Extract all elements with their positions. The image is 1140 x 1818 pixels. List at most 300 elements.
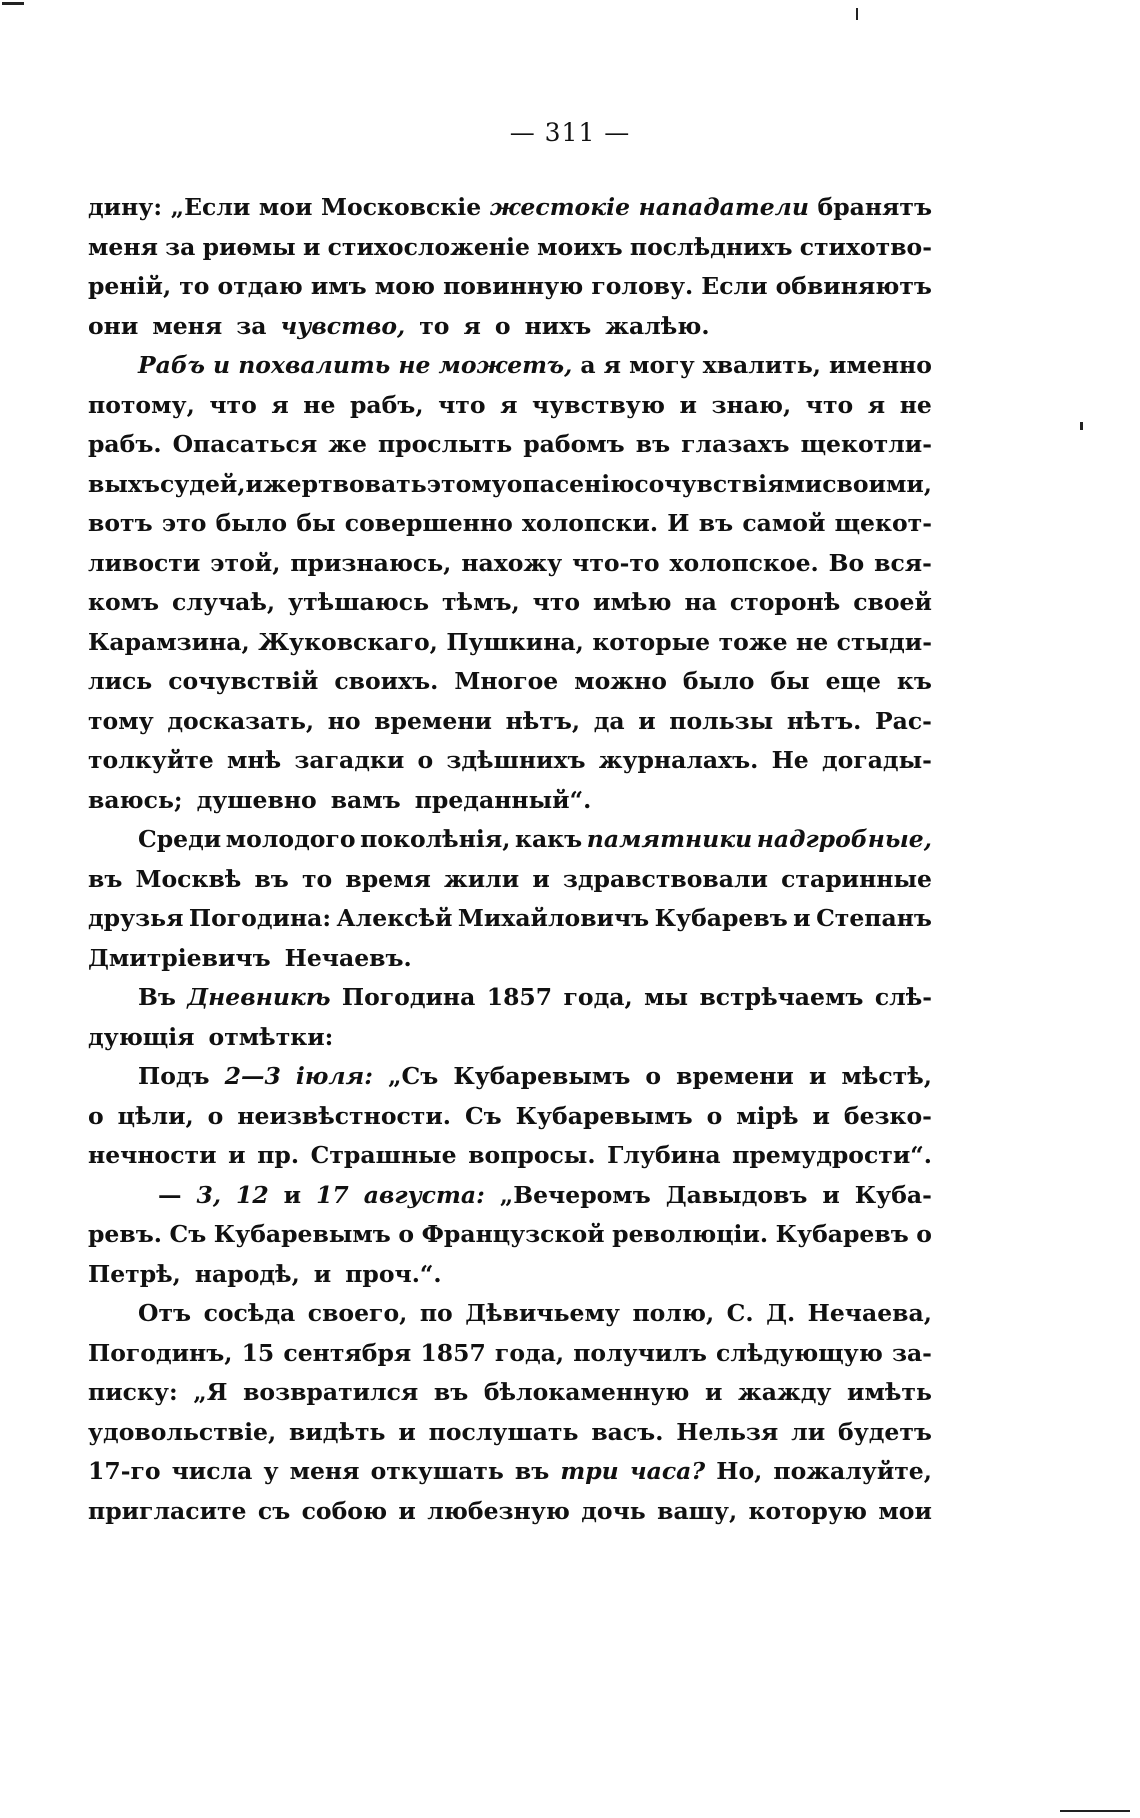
word: и bbox=[812, 1101, 830, 1130]
word: журналахъ. bbox=[598, 746, 759, 774]
scan-speck bbox=[1060, 1810, 1130, 1812]
word: бы bbox=[770, 667, 810, 695]
word: въ bbox=[88, 864, 123, 893]
word: комъ bbox=[88, 588, 160, 616]
word: ваюсь; bbox=[88, 785, 183, 814]
word: за bbox=[236, 311, 267, 340]
word: слѣдующую bbox=[716, 1338, 883, 1367]
word: не bbox=[899, 390, 932, 419]
text-line bbox=[88, 386, 932, 426]
word: Не bbox=[771, 746, 809, 774]
word: мою bbox=[374, 272, 435, 300]
word: же bbox=[328, 430, 367, 458]
word: мы bbox=[644, 983, 689, 1011]
word: да bbox=[593, 706, 625, 735]
text-line bbox=[88, 1057, 932, 1097]
word: „Я bbox=[193, 1378, 228, 1406]
word: дину: bbox=[88, 193, 163, 221]
word: ли bbox=[791, 1417, 826, 1446]
word: Степанъ bbox=[816, 904, 932, 932]
word: холопское. bbox=[669, 548, 819, 577]
text-line bbox=[88, 465, 932, 505]
word: отмѣтки: bbox=[208, 1022, 334, 1051]
word: Погодина: bbox=[188, 904, 332, 932]
word: что bbox=[805, 390, 854, 419]
word: старинные bbox=[781, 864, 932, 893]
word: риѳмы bbox=[202, 232, 296, 261]
word: Московскіе bbox=[321, 193, 482, 221]
word: признаюсь, bbox=[290, 548, 452, 577]
word: что bbox=[532, 588, 581, 616]
word: я bbox=[463, 311, 481, 340]
word: Страшные bbox=[310, 1141, 457, 1169]
word: чувство, bbox=[280, 311, 406, 340]
word: знаю, bbox=[711, 390, 792, 419]
word: о bbox=[417, 746, 434, 774]
text-line bbox=[88, 781, 932, 821]
word: реній, bbox=[88, 272, 172, 300]
word: видѣть bbox=[289, 1417, 386, 1446]
word: откушать bbox=[370, 1457, 504, 1485]
word: хвалить, bbox=[702, 351, 821, 379]
word: и bbox=[532, 864, 550, 893]
word: тому bbox=[88, 706, 154, 735]
word: — bbox=[158, 1180, 182, 1209]
word: часа? bbox=[629, 1457, 706, 1485]
word: Въ bbox=[138, 983, 176, 1011]
word: не bbox=[398, 351, 431, 379]
word: августа: bbox=[363, 1180, 485, 1209]
word: Погодинъ, bbox=[88, 1338, 233, 1367]
word: Д. bbox=[766, 1299, 796, 1327]
text-line bbox=[88, 741, 932, 781]
word: Давыдовъ bbox=[665, 1180, 808, 1209]
word: и bbox=[704, 1378, 723, 1406]
word: можетъ, bbox=[438, 351, 573, 379]
word: и bbox=[398, 1496, 416, 1525]
word: Москвѣ bbox=[135, 864, 242, 893]
word: въ bbox=[254, 864, 289, 893]
text-line bbox=[88, 228, 932, 268]
word: памятники bbox=[586, 825, 753, 853]
word: 12 bbox=[235, 1180, 269, 1209]
word: Пушкина, bbox=[446, 627, 584, 656]
word: можно bbox=[574, 667, 667, 695]
text-line bbox=[88, 1413, 932, 1453]
scan-speck bbox=[1080, 422, 1083, 430]
word: Нельзя bbox=[676, 1417, 779, 1446]
word: пригласите bbox=[88, 1496, 247, 1525]
word: пожалуйте, bbox=[773, 1457, 932, 1485]
word: чувствую bbox=[532, 390, 665, 419]
word: писку: bbox=[88, 1378, 178, 1406]
text-line bbox=[88, 1492, 932, 1532]
text-line bbox=[88, 1176, 932, 1216]
word: то bbox=[419, 311, 450, 340]
word: и bbox=[302, 232, 321, 261]
word: меня bbox=[152, 311, 223, 340]
text-line bbox=[88, 307, 932, 347]
word: 1857 bbox=[486, 983, 553, 1011]
word: революціи. bbox=[612, 1220, 769, 1248]
word: бѣлокаменную bbox=[483, 1378, 690, 1406]
text-line bbox=[88, 1294, 932, 1334]
text-line bbox=[88, 1255, 932, 1295]
word: Съ bbox=[464, 1101, 502, 1130]
word: и bbox=[679, 390, 697, 419]
word: и bbox=[822, 1180, 840, 1209]
word: а bbox=[580, 351, 596, 379]
word: стихосложеніе bbox=[327, 232, 530, 261]
text-line bbox=[88, 1215, 932, 1255]
word: догады- bbox=[821, 746, 932, 774]
word: совершенно bbox=[344, 509, 513, 537]
text-line bbox=[88, 702, 932, 742]
word: бы bbox=[296, 509, 336, 537]
word: здравствовали bbox=[562, 864, 768, 893]
word: Глубина bbox=[607, 1141, 721, 1169]
word: я bbox=[867, 390, 886, 419]
word: Опасаться bbox=[172, 430, 318, 458]
word: и bbox=[313, 1259, 332, 1288]
word: числа bbox=[171, 1457, 253, 1485]
word: поколѣнія, bbox=[360, 825, 511, 853]
word: обвиняютъ bbox=[775, 272, 932, 300]
scan-speck bbox=[856, 8, 858, 20]
word: „Съ bbox=[388, 1062, 439, 1090]
word: дующія bbox=[88, 1022, 195, 1051]
word: имъ bbox=[310, 272, 367, 300]
word: ревъ. bbox=[88, 1220, 162, 1248]
word: я bbox=[271, 390, 289, 419]
word: Но, bbox=[716, 1457, 763, 1485]
word: жестокіе bbox=[489, 193, 631, 221]
word: прослыть bbox=[377, 430, 513, 458]
word: моихъ bbox=[537, 232, 623, 261]
word: времени bbox=[374, 706, 492, 735]
word: которую bbox=[748, 1496, 867, 1525]
word: глазахъ bbox=[681, 430, 790, 458]
word: дочь bbox=[581, 1496, 646, 1525]
word: пользы bbox=[669, 706, 774, 735]
word: и bbox=[245, 469, 263, 498]
word: Подъ bbox=[138, 1062, 210, 1090]
word: и bbox=[213, 351, 231, 379]
text-line bbox=[88, 504, 932, 544]
word: будетъ bbox=[838, 1417, 932, 1446]
word: рабъ, bbox=[349, 390, 424, 419]
word: преданный“. bbox=[414, 785, 592, 814]
word: 2—3 bbox=[224, 1062, 281, 1090]
word: потому, bbox=[88, 390, 195, 419]
word: молодого bbox=[225, 825, 356, 853]
word: бранятъ bbox=[817, 193, 932, 221]
word: Погодина bbox=[341, 983, 476, 1011]
word: Нечаевъ. bbox=[284, 943, 412, 972]
word: Если bbox=[701, 272, 768, 300]
word: именно bbox=[829, 351, 932, 379]
word: „Вечеромъ bbox=[499, 1180, 651, 1209]
word: имѣю bbox=[593, 588, 672, 616]
text-line bbox=[88, 583, 932, 623]
word: мои bbox=[258, 193, 313, 221]
text-line bbox=[88, 1373, 932, 1413]
word: сочувствіями bbox=[634, 469, 823, 498]
word: съ bbox=[257, 1496, 291, 1525]
word: Куба- bbox=[854, 1180, 932, 1209]
word: сентября bbox=[283, 1338, 412, 1367]
word: Отъ bbox=[138, 1299, 192, 1327]
word: и bbox=[638, 706, 656, 735]
word: слѣ- bbox=[874, 983, 932, 1011]
word: своими, bbox=[822, 469, 932, 498]
word: нихъ bbox=[524, 311, 592, 340]
word: время bbox=[345, 864, 431, 893]
word: тѣмъ, bbox=[441, 588, 520, 616]
word: въ bbox=[635, 430, 671, 458]
word: Рабъ bbox=[138, 351, 205, 379]
word: утѣшаюсь bbox=[288, 588, 430, 616]
word: проч.“. bbox=[345, 1259, 442, 1288]
word: получилъ bbox=[573, 1338, 707, 1367]
text-line bbox=[88, 1452, 932, 1492]
word: щекотли- bbox=[800, 430, 932, 458]
word: Рас- bbox=[874, 706, 932, 735]
word: надгробные, bbox=[756, 825, 932, 853]
word: три bbox=[560, 1457, 619, 1485]
word: своихъ. bbox=[334, 667, 439, 695]
word: своей bbox=[853, 588, 932, 616]
word: толкуйте bbox=[88, 746, 214, 774]
text-line bbox=[88, 346, 932, 386]
word: Французской bbox=[421, 1220, 605, 1248]
word: меня bbox=[289, 1457, 360, 1485]
word: сторонѣ bbox=[729, 588, 841, 616]
word: жили bbox=[444, 864, 520, 893]
word: встрѣчаемъ bbox=[699, 983, 864, 1011]
word: душевно bbox=[196, 785, 317, 814]
text-line bbox=[88, 820, 932, 860]
word: выхъ bbox=[88, 469, 160, 498]
word: было bbox=[682, 667, 755, 695]
word: отдаю bbox=[217, 272, 303, 300]
word: 1857 bbox=[420, 1338, 486, 1367]
word: они bbox=[88, 311, 139, 340]
word: сочувствій bbox=[168, 667, 319, 695]
word: Кубаревъ bbox=[654, 904, 788, 932]
word: мнѣ bbox=[226, 746, 282, 774]
word: іюля: bbox=[295, 1062, 373, 1090]
word: нѣтъ, bbox=[505, 706, 581, 735]
word: 17-го bbox=[88, 1457, 161, 1485]
word: щекот- bbox=[834, 509, 932, 537]
word: С. bbox=[726, 1299, 754, 1327]
word: нападатели bbox=[638, 193, 809, 221]
word: рабомъ bbox=[523, 430, 625, 458]
word: этой, bbox=[210, 548, 281, 577]
word: мірѣ bbox=[736, 1101, 799, 1130]
word: Петрѣ, bbox=[88, 1259, 181, 1288]
word: тоже bbox=[718, 627, 788, 656]
word: вотъ bbox=[88, 509, 153, 537]
text-line bbox=[88, 939, 932, 979]
word: то bbox=[179, 272, 210, 300]
word: загадки bbox=[294, 746, 405, 774]
word: о bbox=[916, 1220, 932, 1248]
word: стыди- bbox=[836, 627, 932, 656]
word: возвратился bbox=[243, 1378, 419, 1406]
word: сосѣда bbox=[203, 1299, 296, 1327]
word: по bbox=[419, 1299, 453, 1327]
word: за- bbox=[891, 1338, 932, 1367]
word: о bbox=[645, 1062, 662, 1090]
word: ливости bbox=[88, 548, 201, 577]
text-line bbox=[88, 1136, 932, 1176]
word: судей, bbox=[159, 469, 246, 498]
text-line bbox=[88, 1018, 932, 1058]
word: было bbox=[215, 509, 288, 537]
word: я bbox=[500, 390, 518, 419]
word: рабъ. bbox=[88, 430, 162, 458]
word: Карамзина, bbox=[88, 627, 250, 656]
word: вамъ bbox=[330, 785, 401, 814]
word: имѣть bbox=[847, 1378, 932, 1406]
word: послушать bbox=[428, 1417, 579, 1446]
text-line bbox=[88, 623, 932, 663]
word: случаѣ, bbox=[172, 588, 276, 616]
word: нѣтъ. bbox=[786, 706, 862, 735]
word: жажду bbox=[738, 1378, 832, 1406]
word: Дѣвичьему bbox=[465, 1299, 620, 1327]
word: что bbox=[209, 390, 257, 419]
word: меня bbox=[88, 232, 158, 261]
word: и bbox=[283, 1180, 302, 1209]
word: которые bbox=[592, 627, 711, 656]
word: о bbox=[398, 1220, 415, 1248]
word: что-то bbox=[572, 548, 660, 577]
text-line bbox=[88, 1334, 932, 1374]
word: и bbox=[808, 1062, 827, 1090]
word: пр. bbox=[257, 1141, 300, 1169]
word: холопски. bbox=[522, 509, 659, 537]
word: Дмитріевичъ bbox=[88, 943, 271, 972]
word: удовольствіе, bbox=[88, 1417, 277, 1446]
word: о bbox=[706, 1101, 723, 1130]
word: опасенію bbox=[506, 469, 635, 498]
word: нечности bbox=[88, 1141, 217, 1169]
word: премудрости“. bbox=[732, 1141, 932, 1169]
word: Жуковскаго, bbox=[258, 627, 438, 656]
word: у bbox=[263, 1457, 279, 1485]
word: здѣшнихъ bbox=[446, 746, 586, 774]
page-number: — 311 — bbox=[509, 118, 631, 147]
word: времени bbox=[676, 1062, 794, 1090]
word: вопросы. bbox=[468, 1141, 596, 1169]
word: то bbox=[301, 864, 333, 893]
word: любезную bbox=[427, 1496, 570, 1525]
text-line bbox=[88, 544, 932, 584]
word: вся- bbox=[874, 548, 932, 577]
text-line bbox=[88, 267, 932, 307]
text-line bbox=[88, 188, 932, 228]
word: васъ. bbox=[591, 1417, 664, 1446]
text-line bbox=[88, 662, 932, 702]
word: цѣли, bbox=[117, 1101, 194, 1130]
word: народѣ, bbox=[194, 1259, 300, 1288]
word: досказать, bbox=[167, 706, 315, 735]
word: что bbox=[438, 390, 486, 419]
word: голову. bbox=[591, 272, 694, 300]
word: жалѣю. bbox=[605, 311, 710, 340]
word: собою bbox=[301, 1496, 388, 1525]
scan-speck bbox=[2, 2, 24, 5]
word: къ bbox=[896, 667, 932, 695]
word: на bbox=[684, 588, 717, 616]
word: Кубаревымъ bbox=[453, 1062, 631, 1090]
word: какъ bbox=[514, 825, 583, 853]
word: Среди bbox=[138, 825, 222, 853]
word: мои bbox=[878, 1496, 932, 1525]
text-line bbox=[88, 899, 932, 939]
word: не bbox=[796, 627, 829, 656]
word: могу bbox=[629, 351, 695, 379]
word: жертвовать bbox=[262, 469, 427, 498]
word: Во bbox=[828, 548, 865, 577]
word: о bbox=[207, 1101, 224, 1130]
word: года, bbox=[494, 1338, 565, 1367]
word: полю, bbox=[632, 1299, 715, 1327]
word: вашу, bbox=[657, 1496, 738, 1525]
word: и bbox=[398, 1417, 416, 1446]
word: 17 bbox=[316, 1180, 349, 1209]
word: въ bbox=[514, 1457, 550, 1485]
word: Кубаревымъ bbox=[515, 1101, 693, 1130]
word: о bbox=[88, 1101, 104, 1130]
word: своего, bbox=[307, 1299, 408, 1327]
word: самой bbox=[742, 509, 826, 537]
word: это bbox=[161, 509, 207, 537]
word: похвалить bbox=[238, 351, 391, 379]
word: 15 bbox=[241, 1338, 275, 1367]
word: „Если bbox=[170, 193, 251, 221]
word: Кубаревъ bbox=[775, 1220, 909, 1248]
word: въ bbox=[698, 509, 734, 537]
word: Михайловичъ bbox=[457, 904, 650, 932]
word: повинную bbox=[443, 272, 584, 300]
text-line bbox=[88, 1097, 932, 1137]
word: еще bbox=[825, 667, 881, 695]
text-line bbox=[88, 860, 932, 900]
word: Кубаревымъ bbox=[213, 1220, 391, 1248]
word: я bbox=[603, 351, 622, 379]
word: И bbox=[667, 509, 690, 537]
word: друзья bbox=[88, 904, 184, 932]
word: мѣстѣ, bbox=[841, 1062, 932, 1090]
word: и bbox=[228, 1141, 246, 1169]
word: этому bbox=[426, 469, 507, 498]
text-line bbox=[88, 425, 932, 465]
word: стихотво- bbox=[799, 232, 932, 261]
word: Алексѣй bbox=[336, 904, 453, 932]
word: послѣднихъ bbox=[629, 232, 793, 261]
word: не bbox=[303, 390, 336, 419]
word: о bbox=[494, 311, 511, 340]
word: неизвѣстности. bbox=[237, 1101, 451, 1130]
word: Нечаева, bbox=[807, 1299, 932, 1327]
word: и bbox=[793, 904, 811, 932]
word: Многое bbox=[454, 667, 559, 695]
word: нахожу bbox=[461, 548, 563, 577]
